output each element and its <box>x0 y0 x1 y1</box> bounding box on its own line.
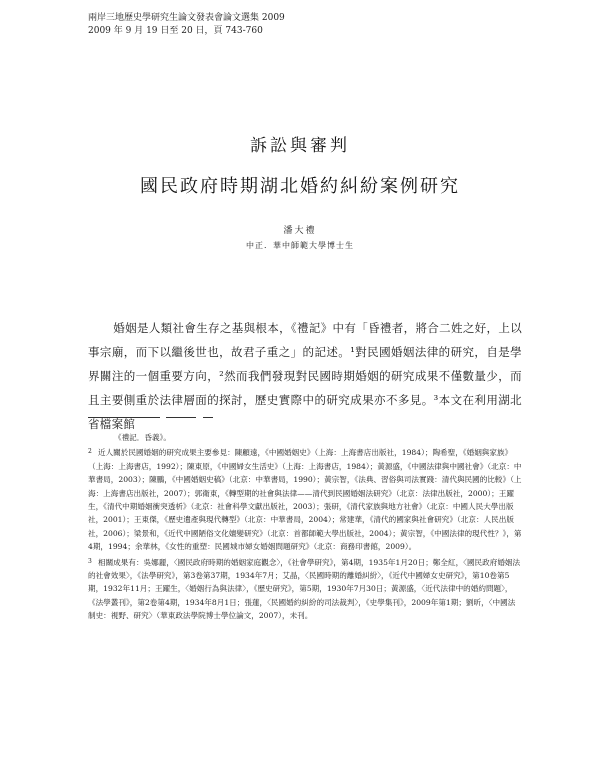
main-text <box>88 316 522 436</box>
footnote-divider <box>88 417 160 418</box>
footnote-3: 3 相關成果有：吳娜麗，〈國民政府時期的婚姻家庭觀念〉，《社會學研究》，第4期，1935年1月20日；鄭全紅，〈國民政府婚姻法的社會效果〉，《法學研究》，第3卷第37期，1934年7月；艾晶，〈民國時期的離婚糾紛〉，《近代中國婦女史研究》，第10卷第5期，1932年11月；王躍生，〈婚姻行為與法律〉，《歷史研究》，第5期，1930年7月30日；黃源盛，〈近代法律中的婚約問題〉，《法學叢刊》，第2卷第4期，1934年8月1日；張蓮，〈民國婚約糾紛的司法裁判〉，《史學集刊》，2009年第1期；劉昕，〈中國法制史：視野、研究〉（華東政法學院博士學位論文，2007），未刊。 <box>88 557 521 621</box>
footnote-divider-segment <box>203 417 213 418</box>
intro-paragraph: 婚姻是人類社會生存之基與根本，《禮記》中有「昏禮者，將合二姓之好，上以事宗廟，而下以繼後世也，故君子重之」的記述。¹對民國婚姻法律的研究，自是學界關注的一個重要方向，²然而我們發現對民國時期婚姻的研究成果不僅數量少，而且主要側重於法律層面的探討，歷史實際中的研究成果亦不多見。³本文在利用湖北省檔案館 <box>88 321 522 431</box>
header-pages: 2009 年 9 月 19 日至 20 日，頁 743-760 <box>88 26 263 36</box>
footnote-2: 2 近人關於民國婚姻的研究成果主要參見：陳顧遠，《中國婚姻史》（上海：上海書店出版社，1984）；陶希聖，《婚姻與家族》（上海：上海書店，1992）；陳東原，《中國婦女生活史》（上海：上海書店，1984）；黃源盛，《中國法律與中國社會》（北京：中華書局，2003）；陳鵬，《中國婚姻史稿》（北京：中華書局，1990）；黃宗智，《法典、習俗與司法實踐：清代與民國的比較》（上海：上海書店出版社，2007）；郭衛東，《轉型期的社會與法律——清代到民國婚姻法研究》（北京：法律出版社，2000）；王躍生，《清代中期婚姻衝突透析》（北京：社會科學文獻出版社，2003）；張研，《清代家族與地方社會》（北京：中國人民大學出版社，2001）；王東傑，《歷史遺產與現代轉型》（北京：中華書局，2004）；常建華，《清代的國家與社會研究》（北京：人民出版社，2006）；梁景和，《近代中國陋俗文化嬗變研究》（北京：首都師範大學出版社，2004）；黃宗智，《中國法律的現代性？》，第4期，1994；余華林，《女性的重塑：民國城市婦女婚姻問題研究》（北京：商務印書館，2009）。 <box>88 448 522 552</box>
running-header <box>88 12 285 38</box>
header-conference: 兩岸三地歷史學研究生論文發表會論文選集 2009 <box>88 13 285 23</box>
author-affiliation: 中正．華中師範大學博士生 <box>246 241 354 250</box>
footnote-divider-segment <box>166 417 196 418</box>
footnote-1: 《禮記．昏義》。 <box>114 433 171 442</box>
author-name: 潘大禮 <box>283 226 317 236</box>
footnotes <box>88 431 522 624</box>
page-title: 訴訟與審判 <box>250 136 350 156</box>
footnote-3-text: 相關成果有：吳娜麗，〈國民政府時期的婚姻家庭觀念〉，《社會學研究》，第4期，1935年1月20日；鄭全紅，〈國民政府婚姻法的社會效果〉，《法學研究》，第3卷第37期，1934年7月；艾晶，〈民國時期的離婚糾紛〉，《近代中國婦女史研究》，第10卷第5期，1932年11月；王躍生，〈婚姻行為與法律〉，《歷史研究》，第5期，1930年7月30日；黃源盛，〈近代法律中的婚約問題〉，《法學叢刊》，第2卷第4期，1934年8月1日；張蓮，〈民國婚約糾紛的司法裁判〉，《史學集刊》，2009年第1期；劉昕，〈中國法制史：視野、研究〉（華東政法學院博士學位論文，2007），未刊。 <box>88 557 521 621</box>
footnote-2-text: 近人關於民國婚姻的研究成果主要參見：陳顧遠，《中國婚姻史》（上海：上海書店出版社，1984）；陶希聖，《婚姻與家族》（上海：上海書店，1992）；陳東原，《中國婦女生活史》（上海：上海書店，1984）；黃源盛，《中國法律與中國社會》（北京：中華書局，2003）；陳鵬，《中國婚姻史稿》（北京：中華書局，1990）；黃宗智，《法典、習俗與司法實踐：清代與民國的比較》（上海：上海書店出版社，2007）；郭衛東，《轉型期的社會與法律——清代到民國婚姻法研究》（北京：法律出版社，2000）；王躍生，《清代中期婚姻衝突透析》（北京：社會科學文獻出版社，2003）；張研，《清代家族與地方社會》（北京：中國人民大學出版社，2001）；王東傑，《歷史遺產與現代轉型》（北京：中華書局，2004）；常建華，《清代的國家與社會研究》（北京：人民出版社，2006）；梁景和，《近代中國陋俗文化嬗變研究》（北京：首都師範大學出版社，2004）；黃宗智，《中國法律的現代性？》，第4期，1994；余華林，《女性的重塑：民國城市婦女婚姻問題研究》（北京：商務印書館，2009）。 <box>88 448 522 552</box>
page-subtitle: 國民政府時期湖北婚約糾紛案例研究 <box>140 176 460 197</box>
